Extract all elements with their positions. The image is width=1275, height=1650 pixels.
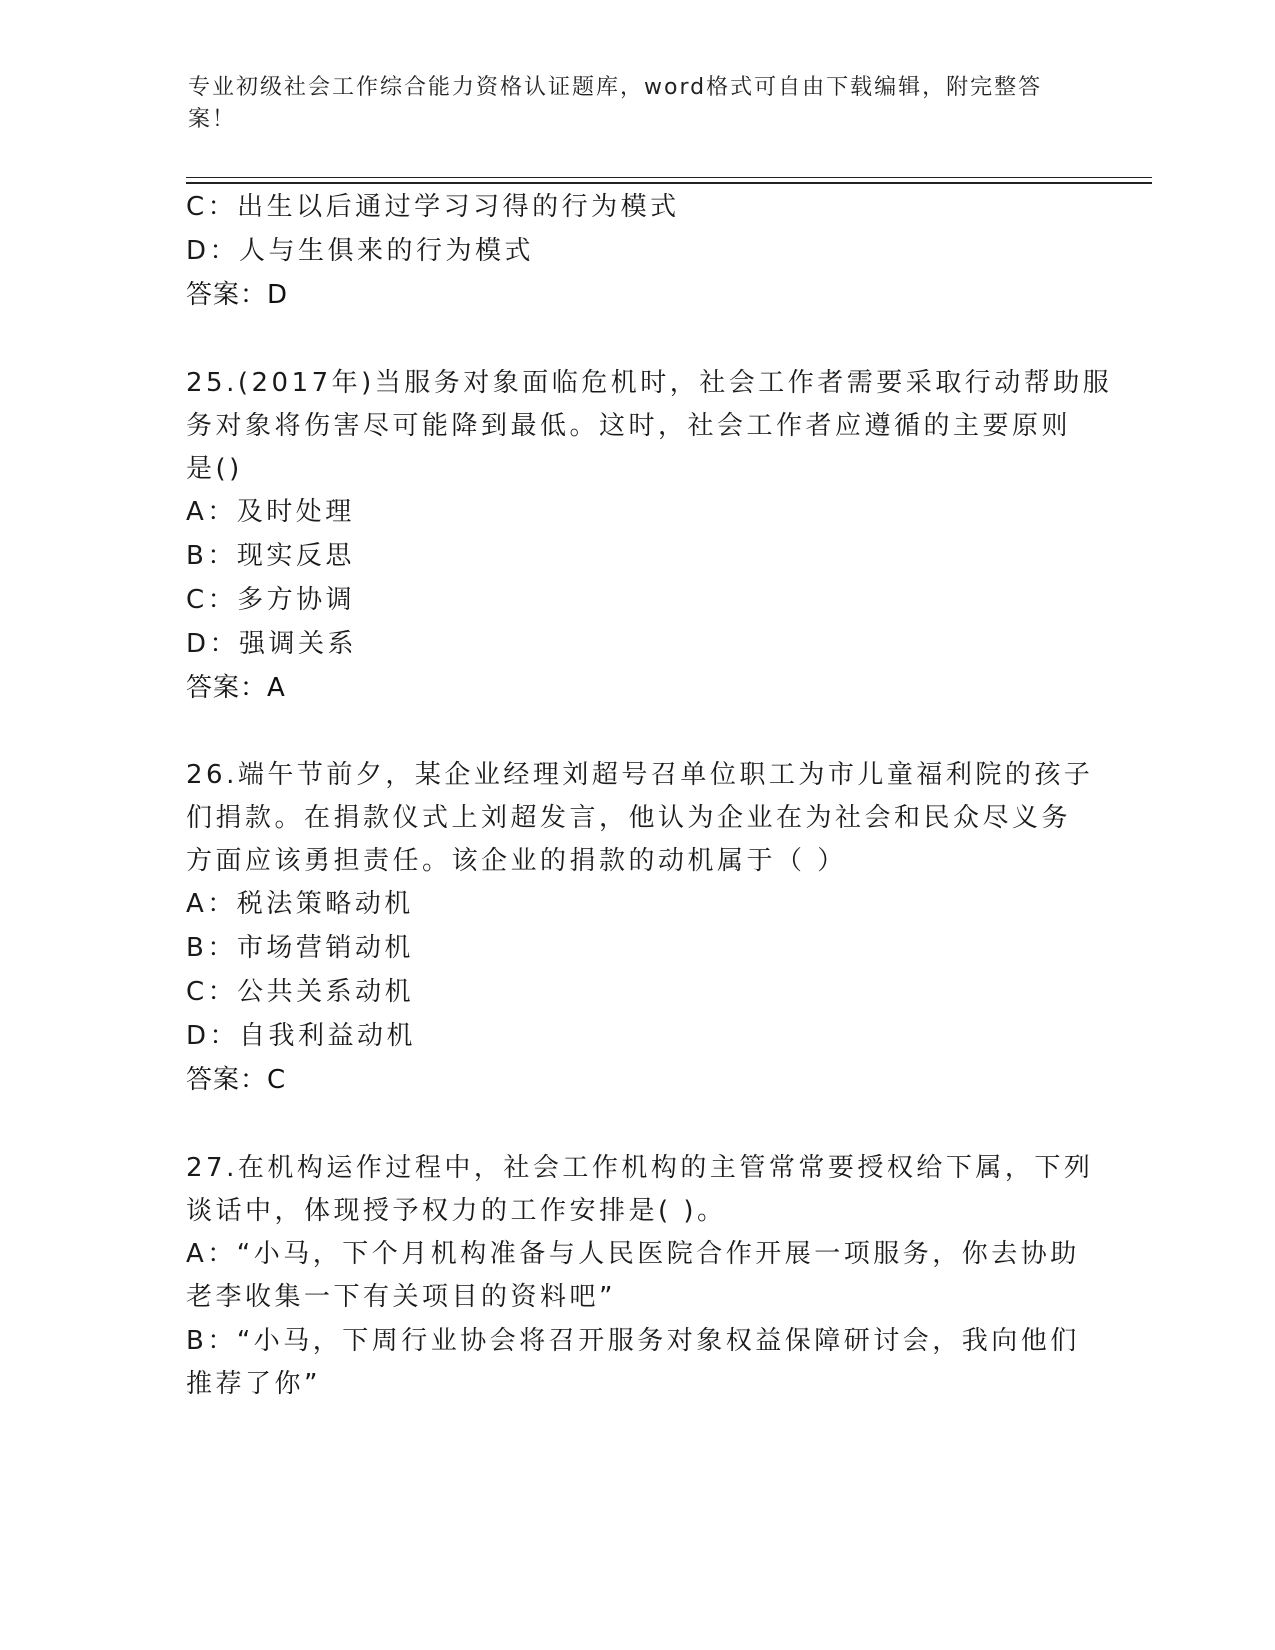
prev-answer: 答案：D [186,280,289,310]
q27-stem-line-2: 谈话中，体现授予权力的工作安排是( )。 [186,1196,727,1226]
prev-option-d: D：人与生俱来的行为模式 [186,236,535,266]
q25-stem-line-1: 25.(2017年)当服务对象面临危机时，社会工作者需要采取行动帮助服 [186,368,1113,398]
q25-stem-line-3: 是() [186,454,243,484]
header-divider-thin [186,177,1152,178]
header-line-1: 专业初级社会工作综合能力资格认证题库，word格式可自由下载编辑，附完整答 [188,75,1043,100]
q26-option-c: C：公共关系动机 [186,977,415,1007]
q26-answer: 答案：C [186,1065,287,1095]
q25-option-c: C：多方协调 [186,585,356,615]
q25-option-a: A：及时处理 [186,497,355,527]
q25-stem-line-2: 务对象将伤害尽可能降到最低。这时，社会工作者应遵循的主要原则 [186,411,1072,441]
q27-option-b-line-2: 推荐了你” [186,1369,321,1399]
q26-stem-line-2: 们捐款。在捐款仪式上刘超发言，他认为企业在为社会和民众尽义务 [186,803,1072,833]
q26-option-a: A：税法策略动机 [186,889,414,919]
q27-option-b-line-1: B：“小马，下周行业协会将召开服务对象权益保障研讨会，我向他们 [186,1326,1080,1356]
q26-stem-line-3: 方面应该勇担责任。该企业的捐款的动机属于（ ） [186,846,847,876]
prev-option-c: C：出生以后通过学习习得的行为模式 [186,192,680,222]
header-line-2: 案！ [188,107,237,132]
page-header [188,72,1068,136]
q26-stem-line-1: 26.端午节前夕，某企业经理刘超号召单位职工为市儿童福利院的孩子 [186,760,1094,790]
q27-option-a-line-1: A：“小马，下个月机构准备与人民医院合作开展一项服务，你去协助 [186,1239,1080,1269]
q27-option-a-line-2: 老李收集一下有关项目的资料吧” [186,1282,616,1312]
q26-option-d: D：自我利益动机 [186,1021,417,1051]
q25-option-b: B：现实反思 [186,541,355,571]
q26-option-b: B：市场营销动机 [186,933,414,963]
q27-stem-line-1: 27.在机构运作过程中，社会工作机构的主管常常要授权给下属，下列 [186,1153,1094,1183]
q25-answer: 答案：A [186,673,286,703]
q25-option-d: D：强调关系 [186,629,358,659]
